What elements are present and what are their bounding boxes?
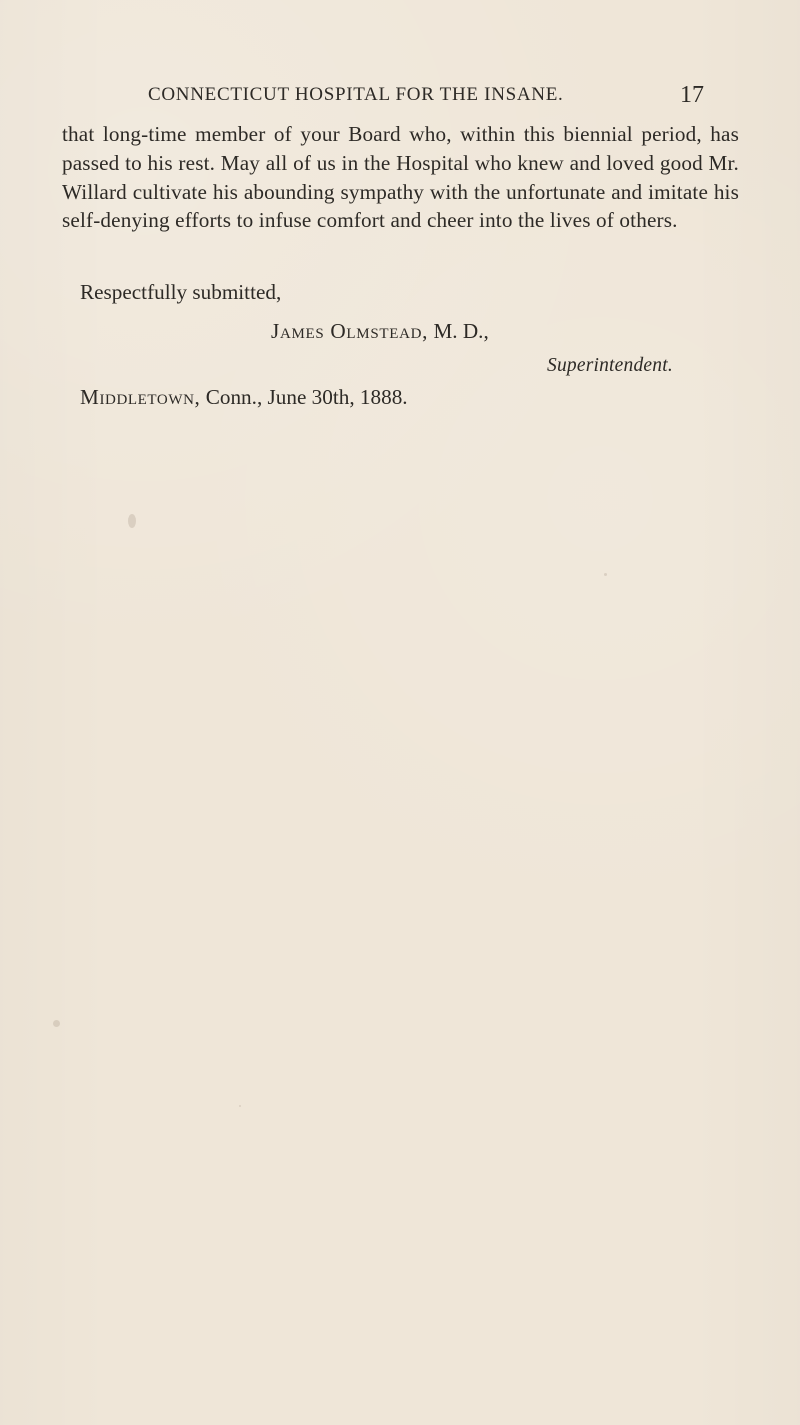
closing-line: Respectfully submitted,	[80, 280, 282, 304]
signatory-name: James Olmstead,	[271, 319, 429, 343]
paper-speck	[604, 573, 607, 576]
place-date-line	[80, 387, 408, 408]
page-number: 17	[680, 82, 704, 108]
paper-speck	[239, 1105, 241, 1107]
date-text: Conn., June 30th, 1888.	[205, 385, 408, 409]
running-head: CONNECTICUT HOSPITAL FOR THE INSANE.	[148, 84, 564, 105]
body-paragraph: that long-time member of your Board who, within this biennial period, has passed to his rest. May all of us in the Hospital who knew and loved good Mr. Willard cultivate his abounding sympathy with the unfortunate and imitate his self-denying efforts to infuse comfort and cheer into the lives of others.	[62, 122, 739, 233]
place-name: Middletown,	[80, 385, 201, 409]
signature-line	[271, 321, 489, 342]
paper-speck	[128, 514, 136, 528]
signatory-title: Superintendent.	[547, 355, 673, 376]
paper-speck	[53, 1020, 60, 1027]
signatory-degree: M. D.,	[433, 319, 489, 343]
